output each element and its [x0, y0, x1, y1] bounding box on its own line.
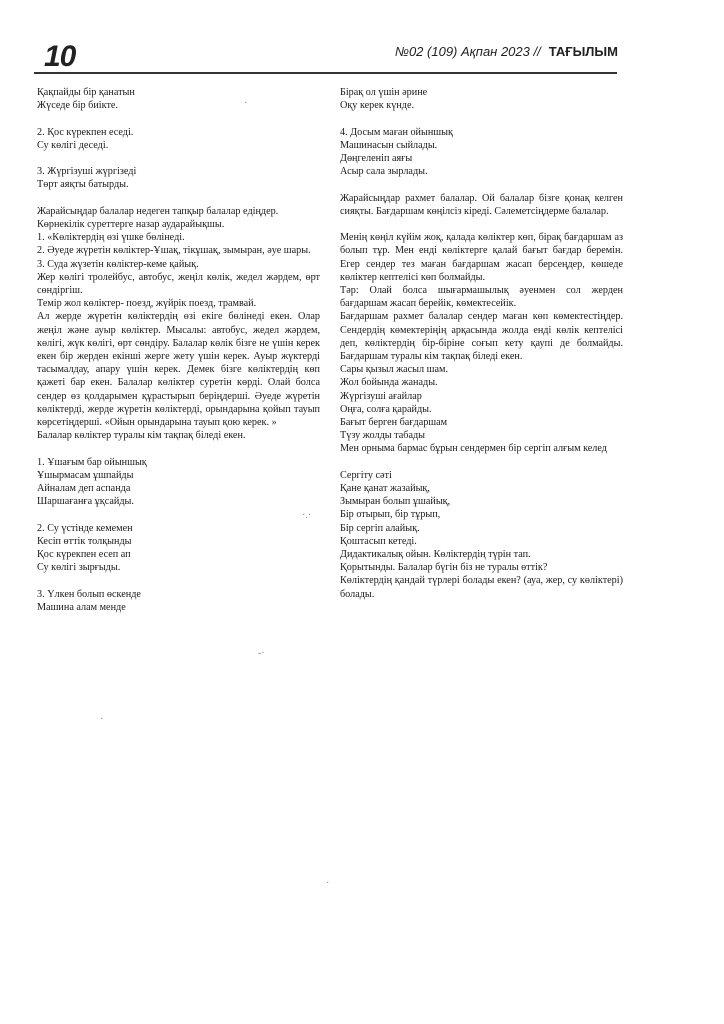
text-line: Қақпайды бір қанатын — [37, 87, 135, 98]
text-line: Айналам деп аспанда — [37, 483, 131, 495]
paragraph: Тәр: Олай болса шығармашылық әуенмен сол жерден бағдаршам жасап берейік, көмектесейік. — [340, 285, 623, 310]
text-block — [340, 126, 623, 179]
text-line: 4. Досым маған ойыншық — [340, 126, 453, 138]
issue-info: №02 (109) Ақпан 2023 // — [394, 44, 541, 59]
text-line: Бір отырып, бір тұрып, — [340, 509, 441, 521]
scan-speck: · — [244, 98, 248, 109]
text-line: Шаршағанға ұқсайды. — [37, 496, 134, 508]
text-line: Дөңгеленіп аяғы — [340, 153, 413, 164]
paragraph: 1. «Көліктердің өзі үшке бөлінеді. — [37, 232, 185, 244]
paragraph: Бағыт берген бағдаршам — [340, 417, 448, 429]
text-line: Қане қанат жазайық, — [340, 483, 430, 495]
scan-speck: · — [326, 878, 330, 889]
scan-speck: -· — [258, 648, 265, 659]
paragraph: Жүргізуші ағайлар — [340, 390, 422, 402]
text-line: Қос күрекпен есеп ап — [37, 549, 131, 561]
paragraph: Менің көңіл күйім жоқ, қалада көліктер көп, бірақ бағдаршам аз болып тұр. Мен енді көліктерге қалай бағыт бағдар беремін. Егер сендер тез маған бағдаршам жасап берсеңдер, көшеде көліктер кептелісі көп болмайды. — [340, 232, 623, 283]
text-line: Асыр сала зырлады. — [340, 166, 428, 178]
text-line: Қоштасып кетеді. — [340, 535, 417, 547]
paragraph: Көрнекілік суреттерге назар аударайықшы. — [37, 218, 225, 230]
text-line: Сергіту сәті — [340, 469, 392, 481]
text-line: Төрт аяқты батырды. — [37, 179, 129, 191]
text-line: Су көлігі деседі. — [37, 139, 109, 151]
paragraph: Темір жол көліктер- поезд, жүйрік поезд, трамвай. — [37, 298, 257, 310]
paragraph: Жер көлігі тролейбус, автобус, жеңіл көлік, жедел жәрдем, өрт сөндіргіш. — [37, 271, 320, 296]
text-line: Бірақ ол үшін әрине — [340, 87, 428, 98]
paragraph: Ал жерде жүретін көліктердің өзі екіге бөлінеді екен. Олар жеңіл және ауыр көліктер. Мысалы: автобус, жедел жәрдем, көлігі, жүк көлігі, өрт сөндіру. Балалар көлік бізге не үшін керек екен бір жерден екінші жерге жету үшін керек. Ауыр жүктерді тасымалдау, апару үшін керек. Демек бізге көліктердің көп қажеті бар екен. Балалар көліктер суретін көрді. Олай болса сендер өз қолдарымен құрастырып беріңдерші. Әуеде жүретін көліктерді, жерде жүретін көліктерді, орындарына қойып тауып көрсетіңдерші. «Ойын орындарына тауып қою керек. » — [37, 311, 320, 429]
text-block — [340, 231, 623, 455]
text-line: Оқу керек күнде. — [340, 100, 415, 112]
header-rule — [34, 72, 617, 74]
paragraph: Жарайсыңдар балалар недеген тапқыр балалар едіңдер. — [37, 205, 279, 217]
text-line: Ұшырмасам ұшпайды — [37, 469, 134, 481]
publication-title: ТАҒЫЛЫМ — [548, 44, 618, 59]
text-line: Машинасын сыйлады. — [340, 139, 438, 151]
text-block — [340, 86, 623, 112]
text-line: Бір сергіп алайық. — [340, 522, 420, 534]
text-line: 3. Жүргізуші жүргізеді — [37, 166, 137, 178]
paragraph: Жарайсыңдар рахмет балалар. Ой балалар бізге қонақ келген сияқты. Бағдаршам көңілсіз кіреді. Сәлеметсіңдерме балалар. — [340, 192, 623, 217]
text-line: Машина алам менде — [37, 601, 126, 613]
text-line: Дидактикалық ойын. Көліктердің түрін тап. — [340, 549, 531, 561]
text-block — [37, 522, 320, 575]
text-line: 1. Ұшағым бар ойыншық — [37, 456, 147, 468]
text-block — [37, 588, 320, 614]
text-line: Зымыран болып ұшайық, — [340, 496, 451, 508]
text-line: 3. Үлкен болып өскенде — [37, 588, 141, 600]
paragraph: Сары қызыл жасыл шам. — [340, 364, 449, 376]
text-block — [37, 126, 320, 152]
paragraph: Мен орныма бармас бұрын сендермен бір сергіп алғым келед — [340, 443, 607, 455]
text-block — [37, 205, 320, 443]
page-number: 10 — [44, 40, 76, 73]
text-block — [340, 192, 623, 218]
paragraph: Бағдаршам рахмет балалар сендер маған көп көмектестіңдер. Сендердің көмектеріңің арқасында жолда енді көлік кептелісі деп, көліктердің бір-біріне соғып кету қаупі де болмайды. Бағдаршам туралы кім тақпақ біледі екен. — [340, 311, 623, 363]
paragraph: Жол бойында жанады. — [340, 377, 438, 389]
text-block — [37, 86, 320, 112]
paragraph: 2. Әуеде жүретін көліктер-Ұшақ, тікұшақ, зымыран, әуе шары. — [37, 245, 311, 257]
paragraph: Түзу жолды табады — [340, 430, 426, 442]
text-block — [340, 469, 623, 601]
text-line: 2. Қос күрекпен еседі. — [37, 126, 134, 138]
scan-speck: ·.· — [302, 510, 312, 521]
paragraph: 3. Суда жүзетін көліктер-кеме қайық. — [37, 258, 199, 270]
paragraph: Балалар көліктер туралы кім тақпақ біледі екен. — [37, 430, 246, 442]
right-column — [340, 86, 623, 614]
text-line: Кесіп өттік толқынды — [37, 535, 132, 547]
text-line: Су көлігі зырғыды. — [37, 562, 121, 574]
text-line: Қорытынды. Балалар бүгін біз не туралы өттік? — [340, 562, 548, 574]
scan-speck: · — [100, 714, 104, 725]
text-block — [37, 165, 320, 191]
text-line: 2. Су үстінде кемемен — [37, 522, 133, 534]
issue-header — [395, 44, 618, 59]
paragraph: Көліктердің қандай түрлері болады екен? (ауа, жер, су көліктері) болады. — [340, 575, 623, 600]
paragraph: Оңға, солға қарайды. — [340, 403, 432, 415]
text-line: Жүседе бір биікте. — [37, 100, 118, 112]
text-block — [37, 456, 320, 509]
left-column — [37, 86, 320, 627]
